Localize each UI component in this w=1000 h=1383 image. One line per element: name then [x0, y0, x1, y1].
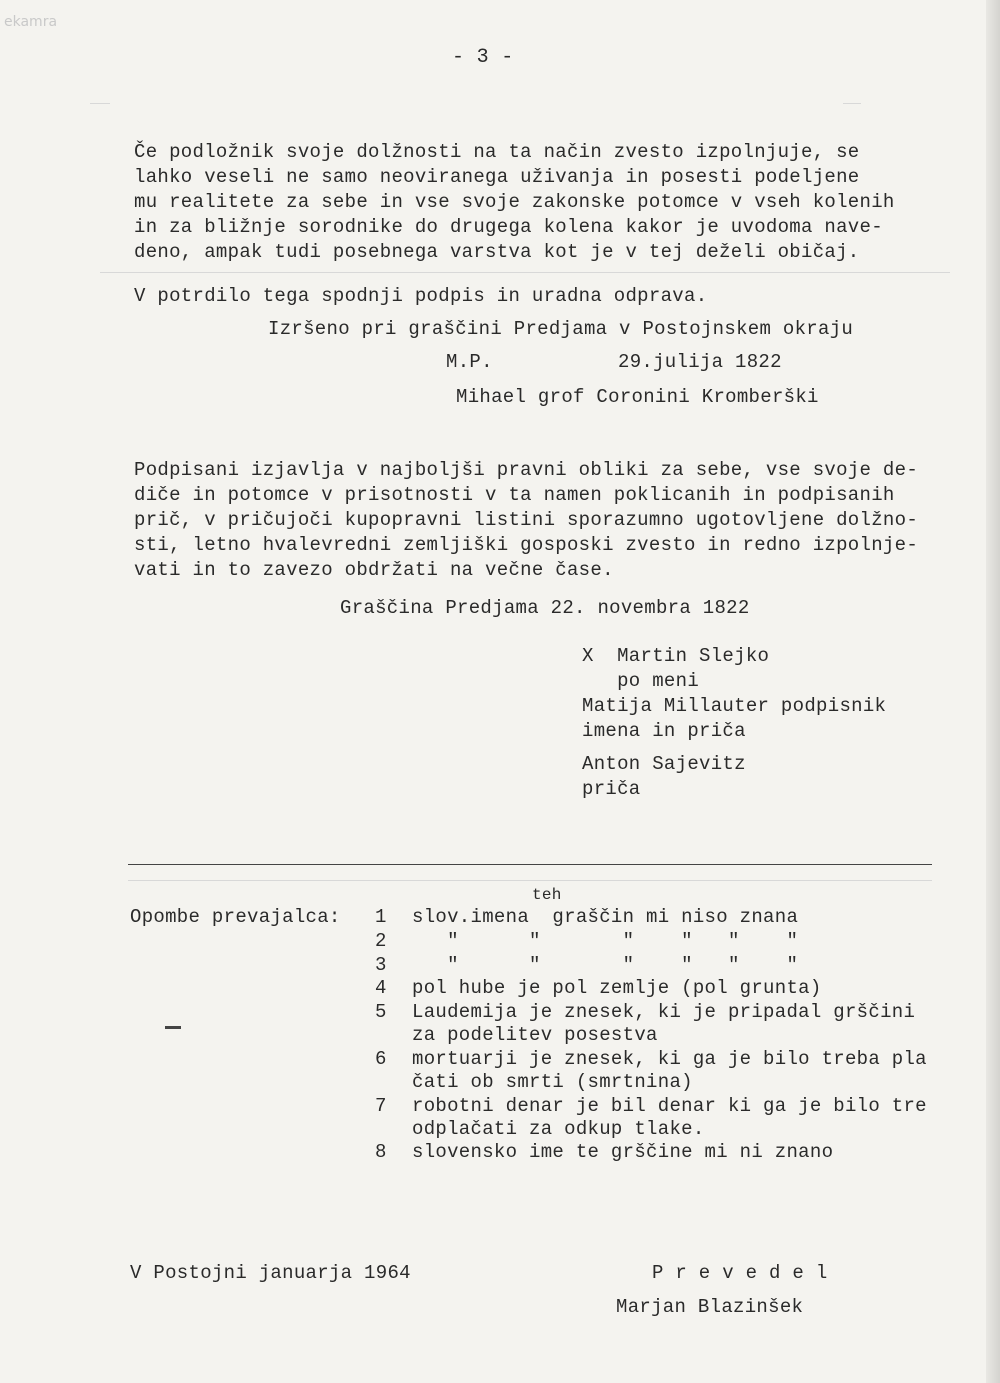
- note-text: za podelitev posestva: [412, 1024, 658, 1046]
- declaration-line: Podpisani izjavlja v najboljši pravni obliki za sebe, vse svoje de-: [134, 459, 919, 481]
- watermark: ekamra: [4, 14, 58, 30]
- declaration-line: vati in to zavezo obdržati na večne čase.: [134, 559, 614, 581]
- signature-line: imena in priča: [582, 720, 746, 742]
- declaration-line: prič, v pričujoči kupopravni listini sporazumno ugotovljene dolžno-: [134, 509, 919, 531]
- note-number: 4: [375, 977, 387, 999]
- note-text: " " " " " ": [412, 954, 799, 976]
- note-text: mortuarji je znesek, ki ga je bilo treba pla: [412, 1048, 927, 1070]
- confirmation-text: V potrdilo tega spodnji podpis in uradna odprava.: [134, 285, 708, 307]
- paper-edge: [986, 0, 1000, 1383]
- issued-place: Izršeno pri graščini Predjama v Postojnskem okraju: [268, 318, 854, 340]
- notes-label: Opombe prevajalca:: [130, 906, 341, 928]
- note-text: pol hube je pol zemlje (pol grunta): [412, 977, 822, 999]
- note-number: 5: [375, 1001, 387, 1023]
- footer-place-date: V Postojni januarja 1964: [130, 1262, 411, 1284]
- declaration-line: sti, letno hvalevredni zemljiški gosposki zvesto in redno izpolnje-: [134, 534, 919, 556]
- signature-line: Anton Sajevitz: [582, 753, 746, 775]
- margin-mark: [90, 103, 110, 104]
- footer-translator-name: Marjan Blazinšek: [616, 1296, 804, 1318]
- note-text: Laudemija je znesek, ki je pripadal grščini: [412, 1001, 916, 1023]
- fold-line: [100, 272, 950, 273]
- note-text: čati ob smrti (smrtnina): [412, 1071, 693, 1093]
- note-text: slov.imena graščin mi niso znana: [412, 906, 799, 928]
- note-number: 6: [375, 1048, 387, 1070]
- issued-date: 29.julija 1822: [618, 351, 782, 373]
- intro-line: lahko veseli ne samo neoviranega uživanja in posesti podeljene: [134, 166, 860, 188]
- issuer-name: Mihael grof Coronini Kromberški: [456, 386, 819, 408]
- declaration-line: diče in potomce v prisotnosti v ta namen poklicanih in podpisanih: [134, 484, 895, 506]
- note-number: 8: [375, 1141, 387, 1163]
- page-number: - 3 -: [452, 46, 514, 69]
- intro-line: in za bližnje sorodnike do drugega kolena kakor je uvodoma nave-: [134, 216, 883, 238]
- estate-date: Graščina Predjama 22. novembra 1822: [340, 597, 750, 619]
- note-text: robotni denar je bil denar ki ga je bilo tre: [412, 1095, 927, 1117]
- separator-shadow: [128, 880, 932, 881]
- note-number: 2: [375, 930, 387, 952]
- separator-rule: [128, 864, 932, 865]
- note-text: odplačati za odkup tlake.: [412, 1118, 705, 1140]
- note-text: slovensko ime te grščine mi ni znano: [412, 1141, 834, 1163]
- notes-insert: teh: [532, 886, 562, 904]
- note-number: 7: [375, 1095, 387, 1117]
- seal-mark: M.P.: [446, 351, 493, 373]
- signature-line: priča: [582, 778, 641, 800]
- intro-line: deno, ampak tudi posebnega varstva kot je v tej deželi običaj.: [134, 241, 860, 263]
- signature-line: X Martin Slejko: [582, 645, 770, 667]
- note-number: 3: [375, 954, 387, 976]
- margin-mark: [843, 103, 861, 104]
- intro-line: mu realitete za sebe in vse svoje zakonske potomce v vseh kolenih: [134, 191, 895, 213]
- intro-line: Če podložnik svoje dolžnosti na ta način zvesto izpolnjuje, se: [134, 141, 860, 163]
- footer-translated-label: P r e v e d e l: [652, 1262, 828, 1284]
- note-number: 1: [375, 906, 387, 928]
- signature-line: po meni: [582, 670, 700, 692]
- signature-line: Matija Millauter podpisnik: [582, 695, 887, 717]
- note-text: " " " " " ": [412, 930, 799, 952]
- margin-dash: [165, 1026, 181, 1029]
